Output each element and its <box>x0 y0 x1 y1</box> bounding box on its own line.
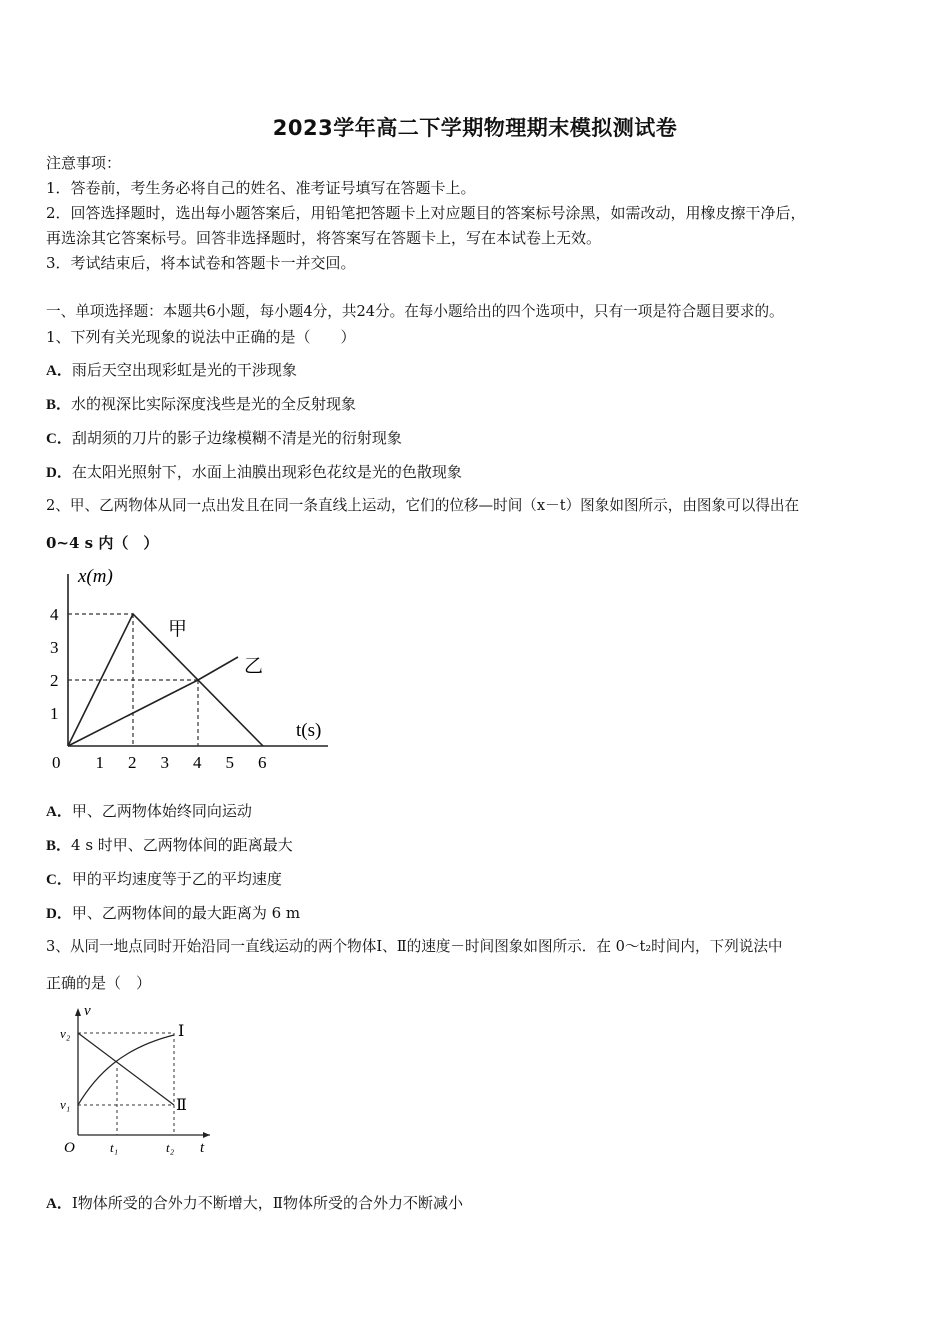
x-tick-label: 1 <box>95 753 104 772</box>
tick-label-t2: t₂ <box>166 1140 175 1155</box>
notice-item: 3．考试结束后，将本试卷和答题卡一并交回。 <box>46 254 356 272</box>
x-tick-label: 6 <box>258 753 267 772</box>
option-text: 甲的平均速度等于乙的平均速度 <box>71 870 282 888</box>
y-axis-arrow <box>75 1008 81 1016</box>
y-tick-label: 4 <box>50 605 59 624</box>
page-title: 2023学年高二下学期物理期末模拟测试卷 <box>272 116 678 140</box>
series-label-yi: 乙 <box>244 656 264 677</box>
notice-item: 再选涂其它答案标号。回答非选择题时，将答案写在答题卡上，写在本试卷上无效。 <box>46 229 602 247</box>
q3-stem-line1: 3、从同一地点同时开始沿同一直线运动的两个物体Ⅰ、Ⅱ的速度－时间图象如图所示．在 0～t₂时间内，下列说法中 <box>46 938 783 955</box>
option-text: 甲、乙两物体间的最大距离为 6 m <box>71 904 301 922</box>
q3-stem-line2: 正确的是（ ） <box>46 974 152 992</box>
option-letter: A． <box>46 1196 72 1212</box>
option-letter: C． <box>46 872 72 888</box>
x-axis-arrow <box>203 1132 210 1138</box>
option-letter: C． <box>46 431 72 447</box>
q1-option-a <box>46 360 297 381</box>
x-tick-label: 5 <box>225 753 234 772</box>
y-axis-label: v <box>84 1003 91 1019</box>
x-axis-label: t <box>200 1140 205 1156</box>
option-letter: D． <box>46 465 72 481</box>
x-tick-label: 2 <box>128 753 137 772</box>
origin-label: O <box>64 1140 75 1156</box>
q2-option-a <box>46 801 252 822</box>
q2-option-b <box>46 835 293 856</box>
origin-label: 0 <box>52 753 61 772</box>
q1-stem: 1、下列有关光现象的说法中正确的是（ ） <box>46 328 356 346</box>
y-tick-label: 3 <box>50 638 59 657</box>
series-yi-leader <box>198 657 238 680</box>
notice-item: 1．答卷前，考生务必将自己的姓名、准考证号填写在答题卡上。 <box>46 179 476 197</box>
series-label-I: Ⅰ <box>178 1023 185 1040</box>
series-label-jia: 甲 <box>168 619 188 640</box>
series-label-II: Ⅱ <box>176 1097 187 1114</box>
option-letter: D． <box>46 906 72 922</box>
q1-option-b <box>46 394 356 415</box>
q3-option-a <box>46 1193 463 1214</box>
q2-stem-line2: 0~4 s 内（ ） <box>46 534 159 552</box>
q1-option-c <box>46 428 402 449</box>
x-axis-label: t(s) <box>296 720 322 741</box>
x-tick-label: 3 <box>160 753 169 772</box>
option-text: 4 s 时甲、乙两物体间的距离最大 <box>71 836 293 854</box>
option-letter: A． <box>46 363 72 379</box>
y-tick-label: 2 <box>50 671 59 690</box>
section-heading: 一、单项选择题：本题共6小题，每小题4分，共24分。在每小题给出的四个选项中，只有一项是符合题目要求的。 <box>46 303 784 320</box>
option-text: 刮胡须的刀片的影子边缘模糊不清是光的衍射现象 <box>71 429 402 447</box>
option-letter: B． <box>46 397 72 413</box>
option-text: Ⅰ物体所受的合外力不断增大，Ⅱ物体所受的合外力不断减小 <box>71 1194 463 1212</box>
y-axis-label: x(m) <box>78 566 113 587</box>
option-letter: B． <box>46 838 72 854</box>
x-tick-label: 4 <box>193 753 202 772</box>
vt-graph <box>52 1000 222 1160</box>
y-tick-label: 1 <box>50 704 59 723</box>
notice-item: 2．回答选择题时，选出每小题答案后，用铅笔把答题卡上对应题目的答案标号涂黑，如需改动，用橡皮擦干净后， <box>46 204 806 222</box>
q2-stem-line1: 2、甲、乙两物体从同一点出发且在同一条直线上运动，它们的位移—时间（x－t）图象如图所示，由图象可以得出在 <box>46 497 800 514</box>
notice-heading: 注意事项： <box>46 154 122 172</box>
tick-label-v1: v₁ <box>60 1097 71 1112</box>
xt-graph <box>40 562 340 784</box>
tick-label-t1: t₁ <box>110 1140 119 1155</box>
option-letter: A． <box>46 804 72 820</box>
option-text: 雨后天空出现彩虹是光的干涉现象 <box>71 361 297 379</box>
option-text: 水的视深比实际深度浅些是光的全反射现象 <box>71 395 357 413</box>
q1-option-d <box>46 462 462 483</box>
tick-label-v2: v₂ <box>60 1026 71 1041</box>
option-text: 在太阳光照射下，水面上油膜出现彩色花纹是光的色散现象 <box>71 463 462 481</box>
q2-option-d <box>46 903 300 924</box>
q2-option-c <box>46 869 282 890</box>
line-II <box>78 1033 174 1105</box>
option-text: 甲、乙两物体始终同向运动 <box>71 802 252 820</box>
